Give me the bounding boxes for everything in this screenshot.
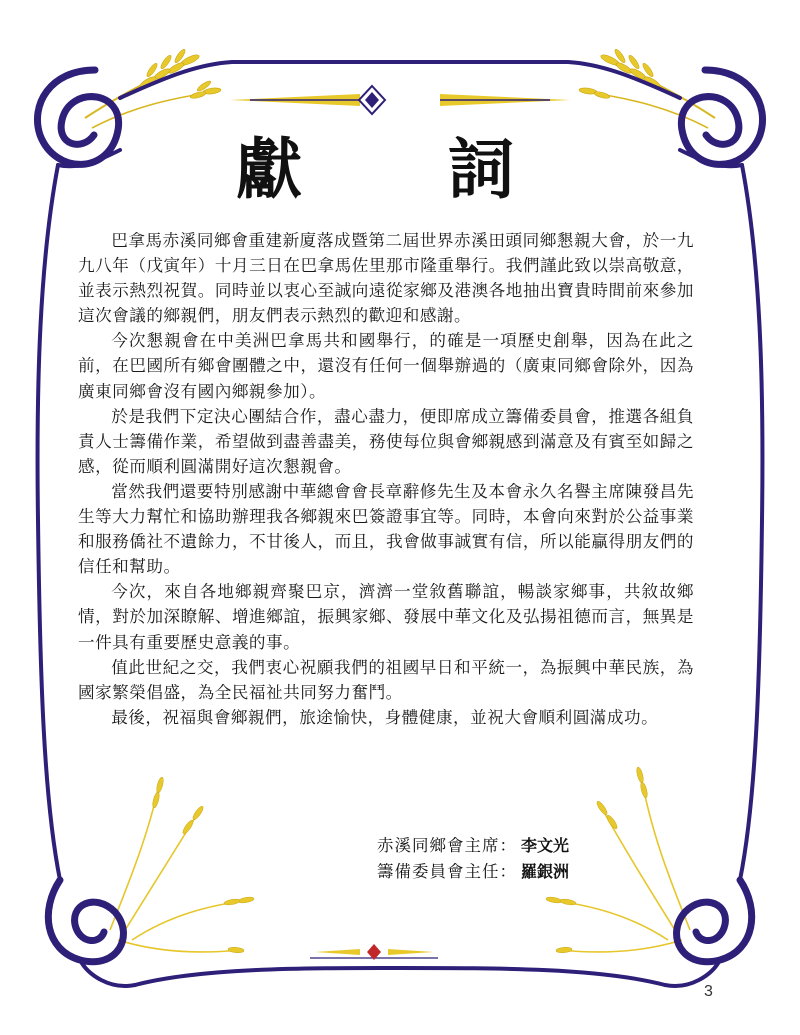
paragraph-4: 當然我們還要特別感謝中華總會會長章辭修先生及本會永久名譽主席陳發昌先生等大力幫忙和協助辦理我各鄉親來巴簽證事宜等。同時，本會向來對於公益事業和服務僑社不遺餘力，不甘後人，而且，我會做事誠實有信，所以能贏得朋友們的信任和幫助。 [78,481,694,577]
paragraph-1: 巴拿馬赤溪同鄉會重建新廈落成暨第二屆世界赤溪田頭同鄉懇親大會，於一九九八年（戊寅年）十月三日在巴拿馬佐里那市隆重舉行。我們謹此致以崇高敬意，並表示熱烈祝賀。同時並以衷心至誠向遠從家鄉及港澳各地抽出寶貴時間前來參加這次會議的鄉親們，朋友們表示熱烈的歡迎和感謝。 [78,231,694,326]
title-character-2: 詞 [448,130,514,208]
paragraph-5: 今次，來自各地鄉親齊聚巴京，濟濟一堂敘舊聯誼，暢談家鄉事，共敘故鄉情，對於加深瞭解、增進鄉誼，振興家鄉、發展中華文化及弘揚祖德而言，無異是一件具有重要歷史意義的事。 [78,582,694,652]
corner-scroll-top-right [680,70,763,166]
wheat-ornament-top-right [579,48,715,128]
signature-name: 羅銀洲 [521,862,570,881]
bottom-center-ornament [310,944,438,960]
corner-scroll-top-left [37,70,120,166]
title-character-1: 獻 [236,130,302,208]
signature-name: 李文光 [521,836,570,855]
paragraph-3: 於是我們下定決心團結合作，盡心盡力，便即席成立籌備委員會，推選各組負責人士籌備作業，希望做到盡善盡美，務使每位與會鄉親感到滿意及有賓至如歸之感，從而順利圓滿開好這次懇親會。 [78,406,694,476]
corner-scroll-bottom-right [665,880,752,986]
signature-title: 赤溪同鄉會主席： [377,836,517,855]
paragraph-6: 值此世紀之交，我們衷心祝願我們的祖國早日和平統一，為振興中華民族，為國家繁榮倡盛，為全民福祉共同努力奮鬥。 [78,657,694,702]
signature-line-director [0,860,800,884]
paragraph-2: 今次懇親會在中美洲巴拿馬共和國舉行，的確是一項歷史創舉，因為在此之前，在巴國所有鄉會團體之中，還沒有任何一個舉辦過的（廣東同鄉會除外，因為廣東同鄉會沒有國內鄉親參加）。 [78,331,694,401]
corner-scroll-bottom-left [48,880,135,986]
wheat-ornament-top-left [85,48,221,128]
signature-title: 籌備委員會主任： [377,862,517,881]
page-number: 3 [704,983,713,1000]
signature-line-chairman [0,834,800,858]
top-center-ornament [230,86,570,114]
dedication-body [78,228,694,730]
paragraph-7: 最後，祝福與會鄉親們，旅途愉快，身體健康，並祝大會順利圓滿成功。 [111,707,659,727]
